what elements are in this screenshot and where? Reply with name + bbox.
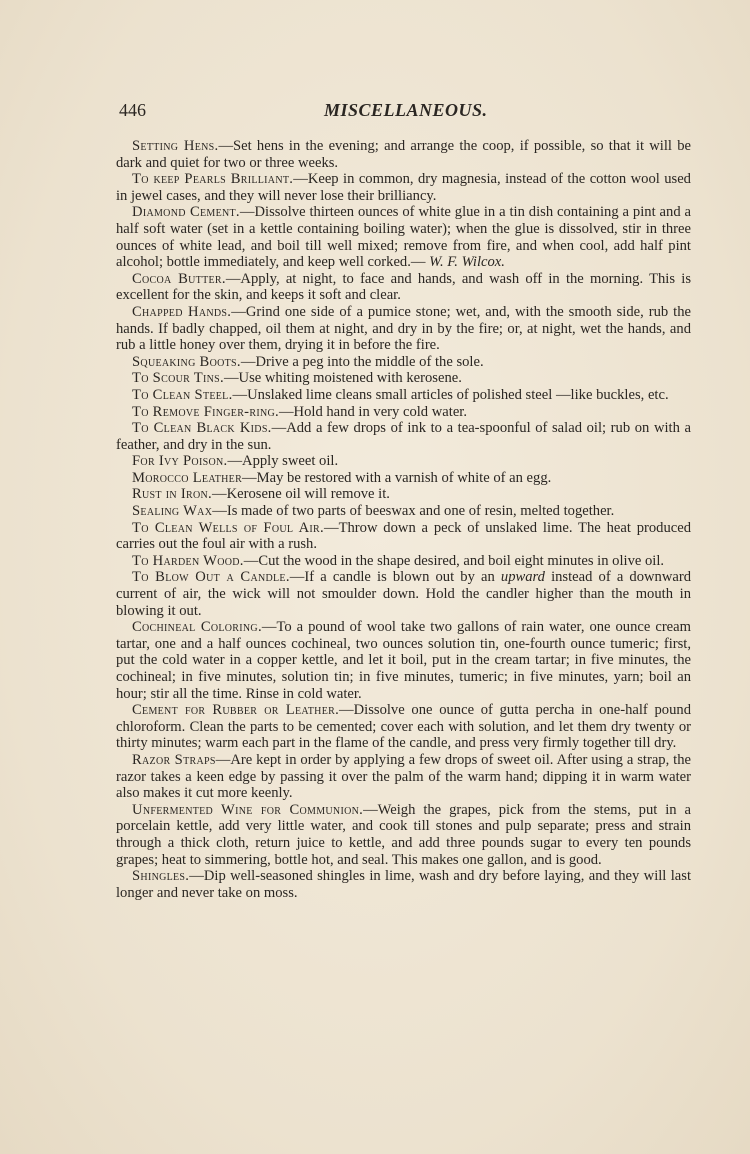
entry-text: —Add a few drops of ink to a tea-spoonful of salad oil; rub on with a feather, and dry in the sun. <box>116 420 691 453</box>
entry-cochineal-coloring <box>116 619 691 702</box>
entry-emphasis: upward <box>500 569 545 586</box>
entry-title: To Clean Steel. <box>132 386 233 403</box>
entry-text: —Weigh the grapes, pick from the stems, put in a porcelain kettle, add very little water, and cook till stones and pulp separate; press and strain through a thick cloth, return juice to kettle, and add three pounds sugar to every ten pounds grapes; heat to simmering, bottle hot, and seal. This makes one gallon, and is good. <box>116 801 692 868</box>
entry-title: Squeaking Boots. <box>132 353 241 370</box>
entry-cocoa-butter <box>116 271 691 304</box>
entry-title: Diamond Cement. <box>132 204 240 221</box>
entry-title: To Blow Out a Candle. <box>132 569 290 586</box>
entry-remove-finger-ring <box>116 404 691 421</box>
running-title: MISCELLANEOUS. <box>324 100 488 120</box>
entry-title: Cement for Rubber or Leather. <box>132 702 340 719</box>
entry-title: Cocoa Butter. <box>132 270 226 287</box>
entry-cement-rubber-leather <box>116 702 691 752</box>
entry-clean-steel <box>116 387 691 404</box>
entry-title: Setting Hens. <box>132 138 219 154</box>
entry-title: Sealing Wax <box>132 503 213 520</box>
book-page <box>116 100 691 901</box>
entry-text: —Unslaked lime cleans small articles of polished steel —like buckles, etc. <box>232 386 669 403</box>
entry-unfermented-wine <box>116 802 691 868</box>
entry-clean-wells <box>116 520 691 553</box>
entry-text: —To a pound of wool take two gallons of rain water, one ounce cream tartar, one and a half ounces cochineal, two ounces solution tin, one-fourth ounce tumeric; first, put the cold water in a copper kettle, and let it boil, put in the cream tartar; in five minutes, the cochineal; in five minutes, solution tin; in five minutes, tumeric; in five minutes, yarn; boil an hour; stir all the time. Rinse in cold water. <box>116 619 691 702</box>
entry-text: —Cut the wood in the shape desired, and boil eight minutes in olive oil. <box>243 552 665 569</box>
entry-text: —Set hens in the evening; and arrange the coop, if possible, so that it will be dark and quiet for two or three weeks. <box>116 138 691 171</box>
entry-title: Chapped Hands. <box>132 303 232 320</box>
entry-setting-hens <box>116 138 691 171</box>
entry-text: —Dissolve thirteen ounces of white glue in a tin dish containing a pint and a half soft water (set in a kettle containing boiling water); when the glue is dissolved, stir in three ounces of white lead, and boil till well mixed; remove from fire, and when cool, add half pint alcohol; bottle immediately, and keep well corked.— <box>116 204 691 271</box>
entry-title: Cochineal Coloring. <box>132 619 262 636</box>
entry-clean-black-kids <box>116 420 691 453</box>
entry-title: Razor Straps <box>132 751 216 768</box>
entries-list <box>116 138 691 901</box>
entry-title: To Harden Wood. <box>132 552 244 569</box>
entry-text-after: instead of a downward current of air, the wick will not smoulder down. Hold the candler higher than the mouth in blowing it out. <box>116 569 692 619</box>
entry-text: —Is made of two parts of beeswax and one of resin, melted together. <box>212 503 615 520</box>
entry-diamond-cement <box>116 204 691 270</box>
entry-text: —Apply sweet oil. <box>227 453 339 470</box>
entry-title: For Ivy Poison. <box>132 453 228 470</box>
entry-title: To keep Pearls Brilliant. <box>132 171 294 188</box>
entry-title: Rust in Iron. <box>132 486 212 503</box>
page-number: 446 <box>119 100 146 120</box>
entry-text: —Throw down a peck of unslaked lime. The heat produced carries out the foul air with a rush. <box>116 519 691 553</box>
entry-text: —Kerosene oil will remove it. <box>212 486 390 503</box>
entry-morocco-leather <box>116 470 691 487</box>
entry-scour-tins <box>116 370 691 387</box>
entry-pearls-brilliant <box>116 171 691 204</box>
entry-text: —Hold hand in very cold water. <box>278 403 468 420</box>
entry-harden-wood <box>116 553 691 570</box>
entry-title: To Scour Tins. <box>132 370 224 387</box>
entry-text: —Keep in common, dry magnesia, instead of the cotton wool used in jewel cases, and they will never lose their brilliancy. <box>116 171 691 204</box>
entry-blow-out-candle <box>116 569 691 619</box>
entry-chapped-hands <box>116 304 691 354</box>
entry-shingles <box>116 868 691 901</box>
entry-ivy-poison <box>116 453 691 470</box>
entry-text: —Dip well-seasoned shingles in lime, wash and dry before laying, and they will last longer and never take on moss. <box>116 868 691 901</box>
entry-signature: W. F. Wilcox. <box>429 254 505 271</box>
entry-title: Unfermented Wine for Communion. <box>132 801 364 818</box>
entry-title: To Clean Wells of Foul Air. <box>132 519 324 536</box>
entry-razor-straps <box>116 752 691 802</box>
entry-text: —Drive a peg into the middle of the sole. <box>240 353 484 370</box>
entry-squeaking-boots <box>116 354 691 371</box>
entry-text: —Dissolve one ounce of gutta percha in one-half pound chloroform. Clean the parts to be cemented; cover each with solution, and let them dry twenty or thirty minutes; warm each part in the flame of the candle, and press very firmly together till dry. <box>116 702 691 752</box>
entry-sealing-wax <box>116 503 691 520</box>
entry-title: To Remove Finger-ring. <box>132 403 279 420</box>
entry-text: —May be restored with a varnish of white of an egg. <box>242 469 552 486</box>
entry-title: Morocco Leather <box>132 469 243 486</box>
entry-text: —Use whiting moistened with kerosene. <box>223 370 462 387</box>
entry-text: —If a candle is blown out by an <box>289 569 501 586</box>
entry-text: —Grind one side of a pumice stone; wet, and, with the smooth side, rub the hands. If badly chapped, oil them at night, and dry in by the fire; or, at night, wet the hands, and rub a little honey over them, drying it in before the fire. <box>116 303 691 354</box>
page-header <box>116 100 691 124</box>
entry-text: —Apply, at night, to face and hands, and wash off in the morning. This is excellent for the skin, and keeps it soft and clear. <box>116 270 691 304</box>
entry-rust-in-iron <box>116 486 691 503</box>
entry-title: To Clean Black Kids. <box>132 420 272 437</box>
entry-text: —Are kept in order by applying a few drops of sweet oil. After using a strap, the razor takes a keen edge by passing it over the palm of the warm hand; dipping it in warm water also makes it cut more keenly. <box>116 751 691 802</box>
entry-title: Shingles. <box>132 868 190 885</box>
